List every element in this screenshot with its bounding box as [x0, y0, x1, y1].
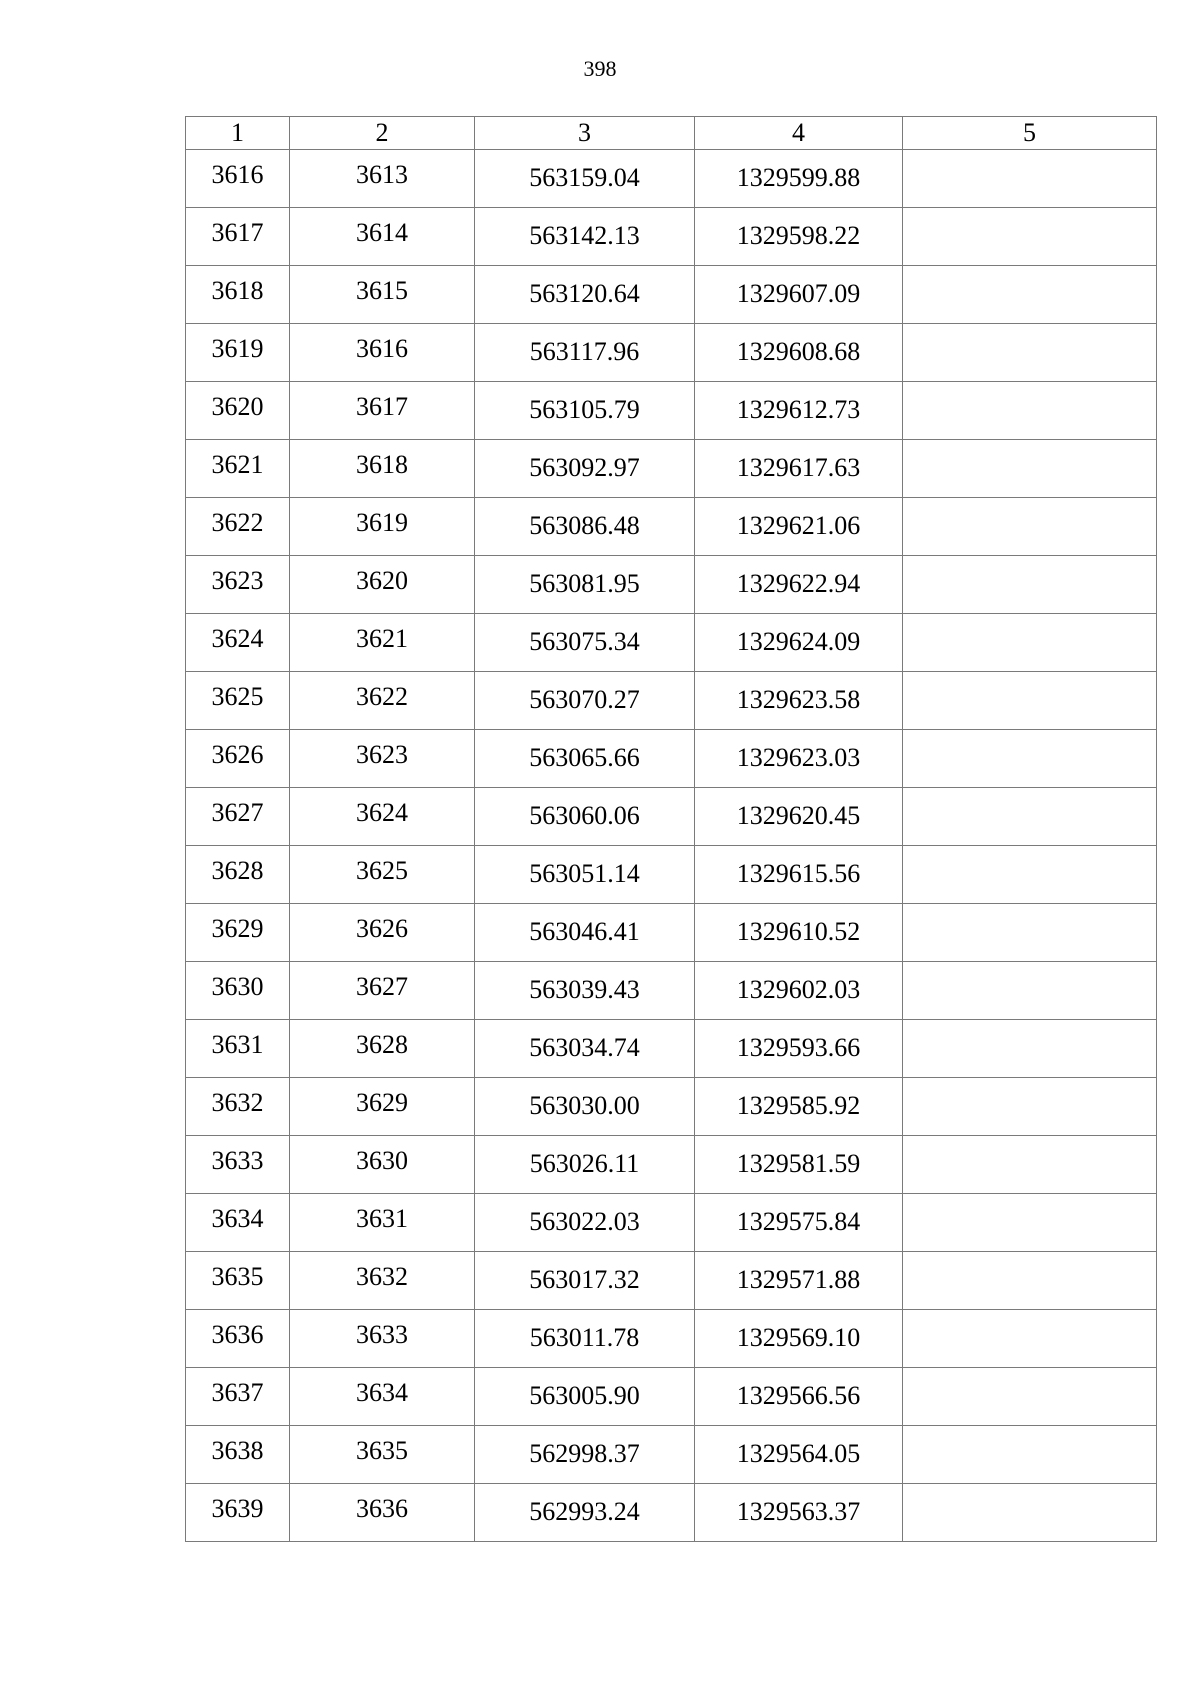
header-row — [186, 117, 1157, 150]
previous-point-cell: 3618 — [290, 440, 475, 498]
x-coordinate-cell: 563086.48 — [475, 498, 695, 556]
table-row — [186, 962, 1157, 1020]
note-cell — [903, 266, 1157, 324]
y-coordinate-cell: 1329624.09 — [695, 614, 903, 672]
y-coordinate-cell: 1329623.58 — [695, 672, 903, 730]
previous-point-cell: 3613 — [290, 150, 475, 208]
x-coordinate-cell: 562993.24 — [475, 1484, 695, 1542]
y-coordinate-cell: 1329563.37 — [695, 1484, 903, 1542]
column-header: 3 — [475, 117, 695, 150]
table-row — [186, 788, 1157, 846]
previous-point-cell: 3622 — [290, 672, 475, 730]
y-coordinate-cell: 1329610.52 — [695, 904, 903, 962]
y-coordinate-cell: 1329575.84 — [695, 1194, 903, 1252]
y-coordinate-cell: 1329608.68 — [695, 324, 903, 382]
x-coordinate-cell: 563060.06 — [475, 788, 695, 846]
y-coordinate-cell: 1329623.03 — [695, 730, 903, 788]
previous-point-cell: 3625 — [290, 846, 475, 904]
note-cell — [903, 672, 1157, 730]
table-body — [186, 150, 1157, 1542]
table-row — [186, 1020, 1157, 1078]
point-number-cell: 3622 — [186, 498, 290, 556]
point-number-cell: 3621 — [186, 440, 290, 498]
point-number-cell: 3625 — [186, 672, 290, 730]
previous-point-cell: 3627 — [290, 962, 475, 1020]
column-header: 2 — [290, 117, 475, 150]
point-number-cell: 3629 — [186, 904, 290, 962]
table-row — [186, 1136, 1157, 1194]
y-coordinate-cell: 1329564.05 — [695, 1426, 903, 1484]
note-cell — [903, 614, 1157, 672]
point-number-cell: 3632 — [186, 1078, 290, 1136]
y-coordinate-cell: 1329566.56 — [695, 1368, 903, 1426]
previous-point-cell: 3630 — [290, 1136, 475, 1194]
x-coordinate-cell: 563046.41 — [475, 904, 695, 962]
previous-point-cell: 3623 — [290, 730, 475, 788]
y-coordinate-cell: 1329612.73 — [695, 382, 903, 440]
x-coordinate-cell: 563105.79 — [475, 382, 695, 440]
x-coordinate-cell: 563065.66 — [475, 730, 695, 788]
note-cell — [903, 846, 1157, 904]
table-row — [186, 1194, 1157, 1252]
previous-point-cell: 3626 — [290, 904, 475, 962]
note-cell — [903, 382, 1157, 440]
x-coordinate-cell: 563081.95 — [475, 556, 695, 614]
x-coordinate-cell: 563039.43 — [475, 962, 695, 1020]
x-coordinate-cell: 563051.14 — [475, 846, 695, 904]
table-row — [186, 1078, 1157, 1136]
table-row — [186, 208, 1157, 266]
previous-point-cell: 3615 — [290, 266, 475, 324]
y-coordinate-cell: 1329598.22 — [695, 208, 903, 266]
y-coordinate-cell: 1329571.88 — [695, 1252, 903, 1310]
point-number-cell: 3637 — [186, 1368, 290, 1426]
x-coordinate-cell: 563120.64 — [475, 266, 695, 324]
x-coordinate-cell: 563026.11 — [475, 1136, 695, 1194]
point-number-cell: 3631 — [186, 1020, 290, 1078]
previous-point-cell: 3629 — [290, 1078, 475, 1136]
y-coordinate-cell: 1329607.09 — [695, 266, 903, 324]
x-coordinate-cell: 563034.74 — [475, 1020, 695, 1078]
x-coordinate-cell: 563011.78 — [475, 1310, 695, 1368]
point-number-cell: 3623 — [186, 556, 290, 614]
page-number: 398 — [583, 56, 617, 81]
previous-point-cell: 3634 — [290, 1368, 475, 1426]
x-coordinate-cell: 563022.03 — [475, 1194, 695, 1252]
point-number-cell: 3634 — [186, 1194, 290, 1252]
note-cell — [903, 440, 1157, 498]
note-cell — [903, 1310, 1157, 1368]
table-row — [186, 556, 1157, 614]
previous-point-cell: 3620 — [290, 556, 475, 614]
x-coordinate-cell: 563030.00 — [475, 1078, 695, 1136]
previous-point-cell: 3632 — [290, 1252, 475, 1310]
x-coordinate-cell: 563159.04 — [475, 150, 695, 208]
table-row — [186, 614, 1157, 672]
table-row — [186, 440, 1157, 498]
point-number-cell: 3630 — [186, 962, 290, 1020]
note-cell — [903, 1426, 1157, 1484]
point-number-cell: 3638 — [186, 1426, 290, 1484]
note-cell — [903, 556, 1157, 614]
previous-point-cell: 3636 — [290, 1484, 475, 1542]
coordinates-table — [185, 116, 1157, 1542]
x-coordinate-cell: 562998.37 — [475, 1426, 695, 1484]
table-row — [186, 672, 1157, 730]
table-row — [186, 846, 1157, 904]
table-row — [186, 1484, 1157, 1542]
point-number-cell: 3639 — [186, 1484, 290, 1542]
point-number-cell: 3626 — [186, 730, 290, 788]
table-row — [186, 382, 1157, 440]
point-number-cell: 3635 — [186, 1252, 290, 1310]
table-row — [186, 266, 1157, 324]
y-coordinate-cell: 1329585.92 — [695, 1078, 903, 1136]
previous-point-cell: 3616 — [290, 324, 475, 382]
y-coordinate-cell: 1329615.56 — [695, 846, 903, 904]
note-cell — [903, 1252, 1157, 1310]
y-coordinate-cell: 1329621.06 — [695, 498, 903, 556]
previous-point-cell: 3633 — [290, 1310, 475, 1368]
column-header: 4 — [695, 117, 903, 150]
x-coordinate-cell: 563075.34 — [475, 614, 695, 672]
column-header: 5 — [903, 117, 1157, 150]
note-cell — [903, 1194, 1157, 1252]
point-number-cell: 3617 — [186, 208, 290, 266]
previous-point-cell: 3628 — [290, 1020, 475, 1078]
x-coordinate-cell: 563117.96 — [475, 324, 695, 382]
point-number-cell: 3628 — [186, 846, 290, 904]
y-coordinate-cell: 1329569.10 — [695, 1310, 903, 1368]
note-cell — [903, 1078, 1157, 1136]
previous-point-cell: 3635 — [290, 1426, 475, 1484]
table-row — [186, 150, 1157, 208]
y-coordinate-cell: 1329620.45 — [695, 788, 903, 846]
note-cell — [903, 904, 1157, 962]
note-cell — [903, 730, 1157, 788]
previous-point-cell: 3631 — [290, 1194, 475, 1252]
point-number-cell: 3620 — [186, 382, 290, 440]
y-coordinate-cell: 1329622.94 — [695, 556, 903, 614]
note-cell — [903, 1368, 1157, 1426]
point-number-cell: 3624 — [186, 614, 290, 672]
y-coordinate-cell: 1329593.66 — [695, 1020, 903, 1078]
table-row — [186, 730, 1157, 788]
table-row — [186, 1252, 1157, 1310]
point-number-cell: 3627 — [186, 788, 290, 846]
note-cell — [903, 788, 1157, 846]
previous-point-cell: 3614 — [290, 208, 475, 266]
note-cell — [903, 208, 1157, 266]
previous-point-cell: 3619 — [290, 498, 475, 556]
x-coordinate-cell: 563017.32 — [475, 1252, 695, 1310]
previous-point-cell: 3621 — [290, 614, 475, 672]
point-number-cell: 3636 — [186, 1310, 290, 1368]
note-cell — [903, 962, 1157, 1020]
table-row — [186, 1426, 1157, 1484]
previous-point-cell: 3624 — [290, 788, 475, 846]
table-header — [186, 117, 1157, 150]
table-row — [186, 1310, 1157, 1368]
table-row — [186, 498, 1157, 556]
note-cell — [903, 1136, 1157, 1194]
y-coordinate-cell: 1329581.59 — [695, 1136, 903, 1194]
note-cell — [903, 1020, 1157, 1078]
previous-point-cell: 3617 — [290, 382, 475, 440]
x-coordinate-cell: 563142.13 — [475, 208, 695, 266]
x-coordinate-cell: 563070.27 — [475, 672, 695, 730]
note-cell — [903, 150, 1157, 208]
column-header: 1 — [186, 117, 290, 150]
x-coordinate-cell: 563092.97 — [475, 440, 695, 498]
table-row — [186, 1368, 1157, 1426]
point-number-cell: 3619 — [186, 324, 290, 382]
note-cell — [903, 1484, 1157, 1542]
table-row — [186, 324, 1157, 382]
y-coordinate-cell: 1329602.03 — [695, 962, 903, 1020]
note-cell — [903, 498, 1157, 556]
point-number-cell: 3633 — [186, 1136, 290, 1194]
y-coordinate-cell: 1329617.63 — [695, 440, 903, 498]
table-row — [186, 904, 1157, 962]
point-number-cell: 3616 — [186, 150, 290, 208]
note-cell — [903, 324, 1157, 382]
x-coordinate-cell: 563005.90 — [475, 1368, 695, 1426]
point-number-cell: 3618 — [186, 266, 290, 324]
y-coordinate-cell: 1329599.88 — [695, 150, 903, 208]
